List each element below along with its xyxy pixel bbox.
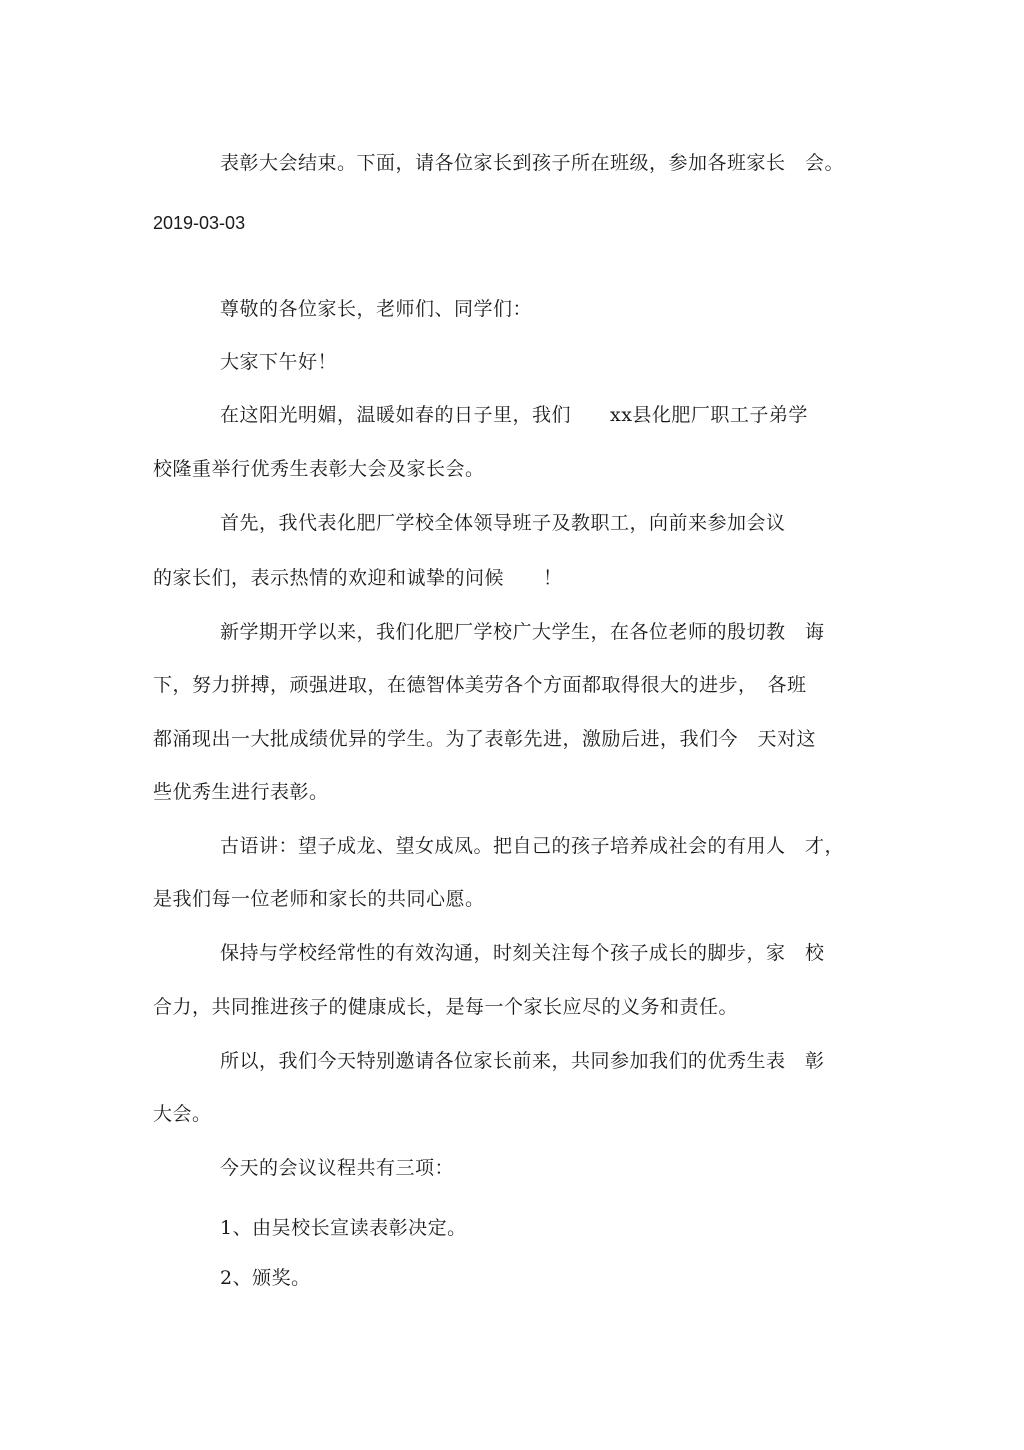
salutation: 尊敬的各位家长，老师们、同学们： <box>220 298 533 320</box>
paragraph-line: 的家长们，表示热情的欢迎和诚挚的问候 ！ <box>153 567 563 589</box>
paragraph-line: 合力，共同推进孩子的健康成长，是每一个家长应尽的义务和责任。 <box>153 996 739 1018</box>
paragraph-line: 新学期开学以来，我们化肥厂学校广大学生，在各位老师的殷切教 诲 <box>220 621 825 643</box>
greeting: 大家下午好！ <box>220 351 338 373</box>
paragraph-line: 校隆重举行优秀生表彰大会及家长会。 <box>153 458 485 480</box>
paragraph-line: 在这阳光明媚，温暖如春的日子里，我们 xx县化肥厂职工子弟学 <box>220 404 808 426</box>
agenda-item: 2、颁奖。 <box>220 1267 311 1289</box>
document-date: 2019-03-03 <box>153 213 246 233</box>
paragraph-line: 下，努力拼搏，顽强进取，在德智体美劳各个方面都取得很大的进步， 各班 <box>153 674 807 696</box>
paragraph-line: 都涌现出一大批成绩优异的学生。为了表彰先进，激励后进，我们今 天对这 <box>153 728 817 750</box>
agenda-item: 1、由吴校长宣读表彰决定。 <box>220 1217 467 1239</box>
paragraph-line: 保持与学校经常性的有效沟通，时刻关注每个孩子成长的脚步，家 校 <box>220 942 825 964</box>
paragraph-line: 些优秀生进行表彰。 <box>153 781 329 803</box>
paragraph-line: 大会。 <box>153 1103 212 1125</box>
closing-sentence: 表彰大会结束。下面，请各位家长到孩子所在班级，参加各班家长 会。 <box>220 152 845 174</box>
paragraph-line: 所以，我们今天特别邀请各位家长前来，共同参加我们的优秀生表 彰 <box>220 1050 825 1072</box>
paragraph-line: 古语讲：望子成龙、望女成凤。把自己的孩子培养成社会的有用人 才， <box>220 835 845 857</box>
paragraph-line: 是我们每一位老师和家长的共同心愿。 <box>153 888 485 910</box>
agenda-heading: 今天的会议议程共有三项： <box>220 1157 455 1179</box>
paragraph-line: 首先，我代表化肥厂学校全体领导班子及教职工，向前来参加会议 <box>220 512 786 534</box>
